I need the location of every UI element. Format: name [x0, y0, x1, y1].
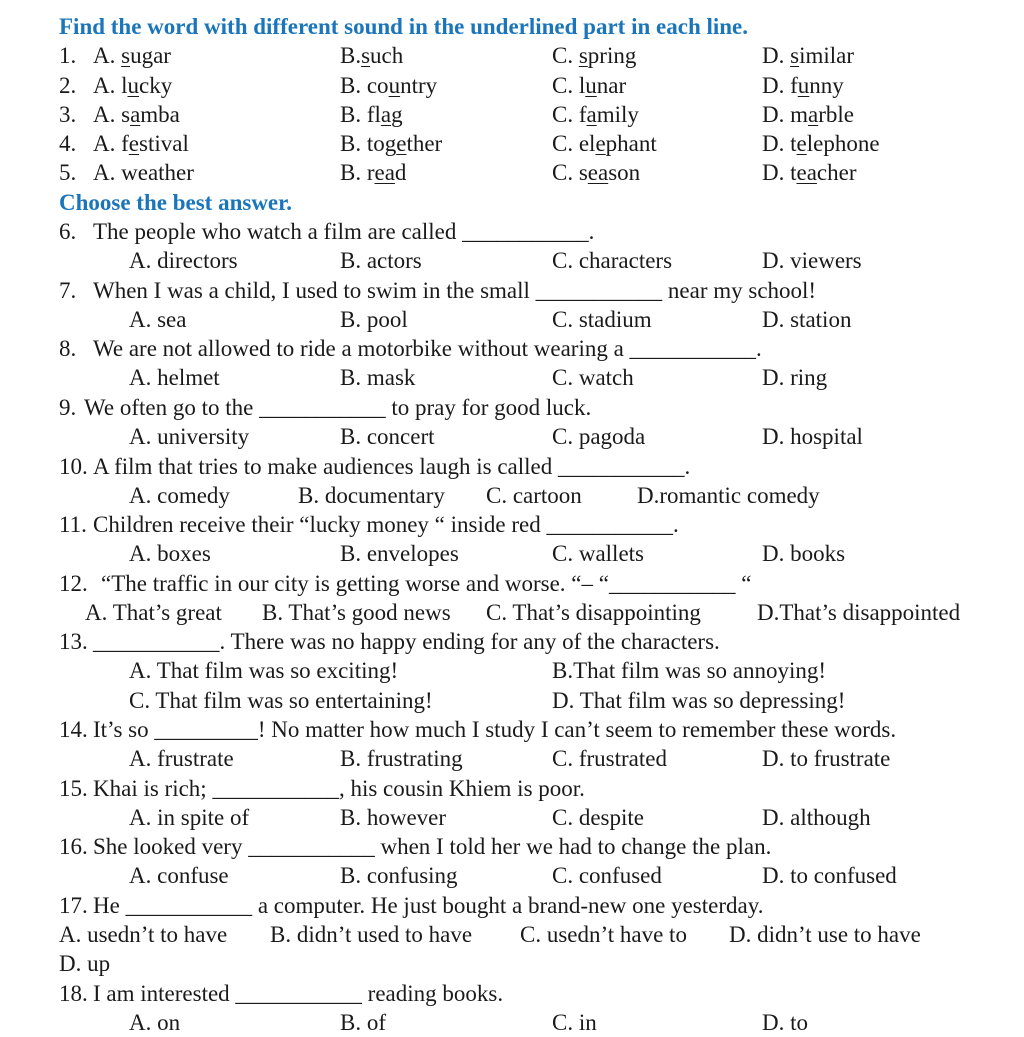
option-d: D. to frustrate — [762, 746, 891, 771]
option-a: A. on — [129, 1010, 181, 1035]
option-b: B. country — [340, 73, 438, 98]
option-d: D. didn’t use to have — [729, 922, 921, 947]
option-b: B. of — [340, 1010, 386, 1035]
option-d: D. marble — [762, 102, 854, 127]
option-c: C. watch — [552, 365, 634, 390]
option-a: A. university — [129, 424, 250, 449]
option-b: B. didn’t used to have — [270, 922, 473, 947]
option-a: A. boxes — [129, 541, 211, 566]
question-number: 18. — [59, 981, 88, 1006]
question-text: “The traffic in our city is getting worse and worse. “– “___________ “ — [101, 571, 752, 596]
question-number: 9. — [59, 395, 77, 420]
question-number: 7. — [59, 278, 77, 303]
option-b: B.That film was so annoying! — [552, 658, 827, 683]
option-extra: D. up — [59, 951, 111, 976]
option-b: B. mask — [340, 365, 416, 390]
option-d: D. similar — [762, 43, 855, 68]
question-number: 1. — [59, 43, 77, 68]
option-c: C. pagoda — [552, 424, 646, 449]
question-text: Khai is rich; ___________, his cousin Khiem is poor. — [93, 776, 585, 801]
question-number: 4. — [59, 131, 77, 156]
option-d: D. funny — [762, 73, 844, 98]
option-c: C. cartoon — [486, 483, 582, 508]
option-c: C. confused — [552, 863, 662, 888]
question-text: Children receive their “lucky money “ inside red ___________. — [93, 512, 679, 537]
option-c: C. wallets — [552, 541, 644, 566]
option-c: C. That film was so entertaining! — [129, 688, 433, 713]
option-d: D. telephone — [762, 131, 880, 156]
option-b: B. concert — [340, 424, 435, 449]
option-d: D. teacher — [762, 160, 857, 185]
option-a: A. festival — [93, 131, 189, 156]
option-d: D. to confused — [762, 863, 897, 888]
option-c: C. That’s disappointing — [486, 600, 701, 625]
question-number: 13. — [59, 629, 88, 654]
option-a: A. helmet — [129, 365, 220, 390]
question-number: 2. — [59, 73, 77, 98]
question-text: I am interested ___________ reading books. — [93, 981, 504, 1006]
option-a: A. comedy — [129, 483, 230, 508]
option-c: C. characters — [552, 248, 673, 273]
option-c: C. season — [552, 160, 641, 185]
option-b: B. flag — [340, 102, 403, 127]
question-number: 5. — [59, 160, 77, 185]
question-text: The people who watch a film are called ___________. — [93, 219, 595, 244]
option-c: C. family — [552, 102, 639, 127]
question-text: A film that tries to make audiences laugh is called ___________. — [93, 454, 691, 479]
question-text: She looked very ___________ when I told her we had to change the plan. — [93, 834, 772, 859]
option-c: C. usedn’t have to — [520, 922, 687, 947]
option-c: C. lunar — [552, 73, 627, 98]
option-a: A. lucky — [93, 73, 173, 98]
option-d: D. station — [762, 307, 852, 332]
option-a: A. That’s great — [85, 600, 222, 625]
section-heading-choose: Choose the best answer. — [59, 190, 292, 215]
question-number: 17. — [59, 893, 88, 918]
section-heading-pronunciation: Find the word with different sound in the underlined part in each line. — [59, 14, 749, 39]
question-text: He ___________ a computer. He just bought a brand-new one yesterday. — [93, 893, 764, 918]
option-d: D.That’s disappointed — [757, 600, 961, 625]
option-a: A. sea — [129, 307, 187, 332]
option-a: A. weather — [93, 160, 194, 185]
question-number: 14. — [59, 717, 88, 742]
option-c: C. despite — [552, 805, 644, 830]
option-a: A. confuse — [129, 863, 229, 888]
option-a: A. sugar — [93, 43, 171, 68]
question-number: 15. — [59, 776, 88, 801]
option-d: D. ring — [762, 365, 828, 390]
option-d: D. That film was so depressing! — [552, 688, 846, 713]
question-number: 12. — [59, 571, 88, 596]
option-c: C. elephant — [552, 131, 657, 156]
option-b: B. That’s good news — [262, 600, 451, 625]
option-b: B. envelopes — [340, 541, 459, 566]
question-number: 6. — [59, 219, 77, 244]
option-d: D.romantic comedy — [637, 483, 820, 508]
option-a: A. That film was so exciting! — [129, 658, 399, 683]
option-b: B. read — [340, 160, 407, 185]
option-b: B. however — [340, 805, 447, 830]
option-c: C. spring — [552, 43, 637, 68]
question-number: 10. — [59, 454, 88, 479]
option-a: A. usedn’t to have — [59, 922, 228, 947]
question-text: When I was a child, I used to swim in the small ___________ near my school! — [93, 278, 817, 303]
option-b: B. documentary — [298, 483, 445, 508]
question-number: 8. — [59, 336, 77, 361]
option-b: B. frustrating — [340, 746, 463, 771]
option-a: A. in spite of — [129, 805, 250, 830]
option-c: C. frustrated — [552, 746, 667, 771]
option-b: B.such — [340, 43, 404, 68]
question-number: 3. — [59, 102, 77, 127]
option-b: B. confusing — [340, 863, 458, 888]
question-text: We are not allowed to ride a motorbike without wearing a ___________. — [93, 336, 762, 361]
option-d: D. to — [762, 1010, 808, 1035]
option-b: B. pool — [340, 307, 408, 332]
question-text: ___________. There was no happy ending for any of the characters. — [93, 629, 720, 654]
option-c: C. stadium — [552, 307, 652, 332]
question-number: 16. — [59, 834, 88, 859]
option-a: A. directors — [129, 248, 238, 273]
option-a: A. samba — [93, 102, 180, 127]
question-text: We often go to the ___________ to pray for good luck. — [84, 395, 592, 420]
option-d: D. hospital — [762, 424, 863, 449]
option-d: D. books — [762, 541, 846, 566]
option-b: B. actors — [340, 248, 422, 273]
option-a: A. frustrate — [129, 746, 234, 771]
option-d: D. viewers — [762, 248, 862, 273]
question-number: 11. — [59, 512, 87, 537]
question-text: It’s so _________! No matter how much I study I can’t seem to remember these words. — [93, 717, 897, 742]
option-d: D. although — [762, 805, 871, 830]
option-c: C. in — [552, 1010, 597, 1035]
option-b: B. together — [340, 131, 443, 156]
